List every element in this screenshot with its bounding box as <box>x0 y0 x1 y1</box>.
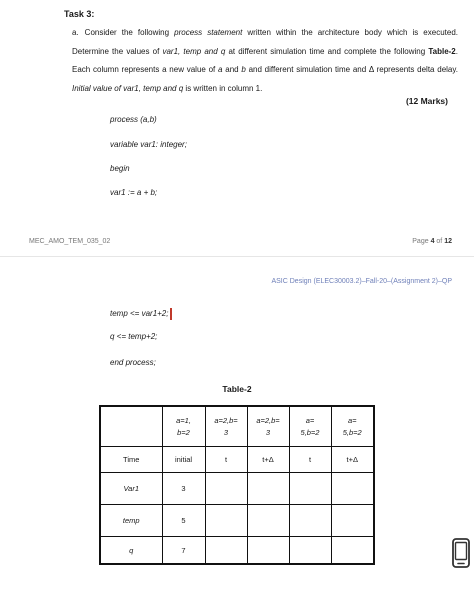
table-cell-empty[interactable] <box>205 473 247 505</box>
table-row-time <box>100 447 374 473</box>
table-header-row <box>100 406 374 447</box>
table-corner-cell <box>100 406 162 447</box>
code-line-variable: variable var1: integer; <box>110 140 187 149</box>
marks-label: (12 Marks) <box>405 96 448 106</box>
table-cell-empty[interactable] <box>289 505 331 537</box>
table-row-var1 <box>100 473 374 505</box>
task-title: Task 3: <box>64 9 95 19</box>
table-cell-empty[interactable] <box>331 537 374 565</box>
row-label: q <box>100 537 162 565</box>
list-marker: a. <box>72 28 79 37</box>
row-label: Time <box>100 447 162 473</box>
table-cell-empty[interactable] <box>205 537 247 565</box>
table-header-cell: a= 5,b=2 <box>289 406 331 447</box>
code-line-var1: var1 := a + b; <box>110 188 158 197</box>
table-cell: 3 <box>162 473 205 505</box>
table-cell: 5 <box>162 505 205 537</box>
table-cell-empty[interactable] <box>247 473 289 505</box>
table-header-cell: a= 5,b=2 <box>331 406 374 447</box>
document-code: MEC_AMO_TEM_035_02 <box>29 238 111 245</box>
row-label: Var1 <box>100 473 162 505</box>
row-label: temp <box>100 505 162 537</box>
table-cell-empty[interactable] <box>289 473 331 505</box>
task-question: a. Consider the following process statement written within the architecture body which is executed. Determine the values of var1, temp and q at different simulation time and complete the following Table-2. Each column represents a new value of a and b and different simulation time and Δ represents delta delay. Initial value of var1, temp and q is written in column 1. <box>72 28 459 93</box>
course-header: ASIC Design (ELEC30003.2)–Fall-20–(Assignment 2)–QP <box>271 278 452 285</box>
code-line-q: q <= temp+2; <box>110 332 158 341</box>
table-caption: Table-2 <box>222 384 252 394</box>
code-line-end: end process; <box>110 358 156 367</box>
code-line-temp: temp <= var1+2; <box>110 308 172 320</box>
table-cell-empty[interactable] <box>289 537 331 565</box>
page-divider <box>0 256 474 257</box>
table-cell-empty[interactable] <box>247 505 289 537</box>
table-header-cell: a=1, b=2 <box>162 406 205 447</box>
table-cell: 7 <box>162 537 205 565</box>
table-header-cell: a=2,b= 3 <box>247 406 289 447</box>
table-cell: initial <box>162 447 205 473</box>
table-header-cell: a=2,b= 3 <box>205 406 247 447</box>
table-cell-empty[interactable] <box>331 473 374 505</box>
page-indicator: Page 4 of 12 <box>412 238 452 245</box>
table-cell-empty[interactable] <box>331 505 374 537</box>
table-row-q <box>100 537 374 565</box>
simulation-table <box>99 405 375 565</box>
table-cell-empty[interactable] <box>205 505 247 537</box>
table-cell: t <box>205 447 247 473</box>
table-row-temp <box>100 505 374 537</box>
table-cell: t+Δ <box>247 447 289 473</box>
table-cell: t+Δ <box>331 447 374 473</box>
code-line-process: process (a,b) <box>110 115 157 124</box>
code-line-begin: begin <box>110 164 130 173</box>
table-cell-empty[interactable] <box>247 537 289 565</box>
table-cell: t <box>289 447 331 473</box>
text-cursor <box>170 308 172 320</box>
text-scan-icon[interactable] <box>452 538 470 573</box>
